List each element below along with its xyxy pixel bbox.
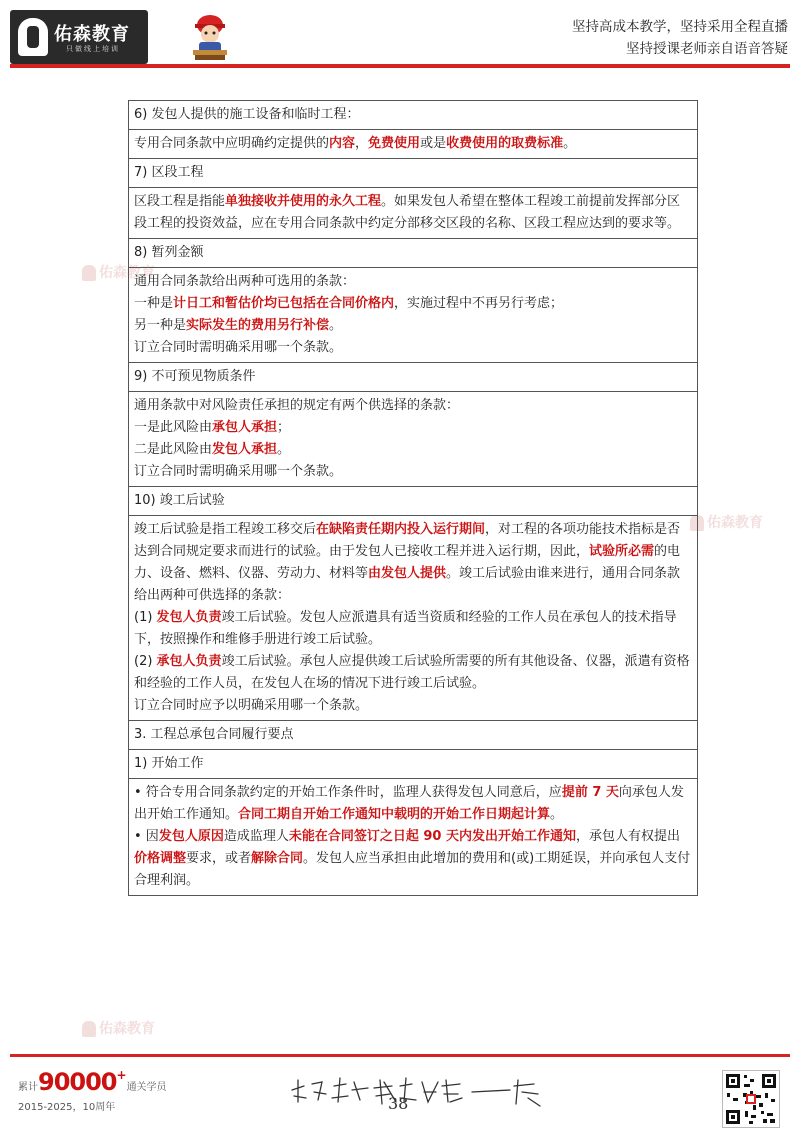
section-body-9: 通用条款中对风险责任承担的规定有两个供选择的条款： 一是此风险由承包人承担； 二是此风险由发包人承担。 订立合同时需明确采用哪一个条款。 xyxy=(128,392,698,487)
logo-name: 佑森教育 xyxy=(54,24,130,45)
section-title-10: 10) 竣工后试验 xyxy=(128,487,698,516)
logo-subtitle: 只做线上培训 xyxy=(66,45,120,53)
handwritten-signature xyxy=(288,1072,548,1112)
watermark: 佑森教育 xyxy=(82,262,155,282)
page-number: 38 xyxy=(388,1094,409,1113)
logo-mark-icon xyxy=(18,18,48,56)
footer-stats xyxy=(18,1068,167,1113)
mascot-icon xyxy=(185,12,235,64)
watermark: 佑森教育 xyxy=(82,1018,155,1038)
section-title-7: 7) 区段工程 xyxy=(128,159,698,188)
section-body-8: 通用合同条款给出两种可选用的条款： 一种是计日工和暂估价均已包括在合同价格内，实施过程中不再另行考虑； 另一种是实际发生的费用另行补偿。 订立合同时需明确采用哪一个条款。 xyxy=(128,268,698,363)
slogan-line-2: 坚持授课老师亲自语音答疑 xyxy=(626,41,788,57)
watermark: 佑森教育 xyxy=(690,512,763,532)
section-title-9: 9) 不可预见物质条件 xyxy=(128,363,698,392)
footer-divider xyxy=(10,1054,790,1057)
section-title-1: 1) 开始工作 xyxy=(128,750,698,779)
section-body-10: 竣工后试验是指工程竣工移交后在缺陷责任期内投入运行期间，对工程的各项功能技术指标是否达到合同规定要求而进行的试验。由于发包人已接收工程并进入运行期，因此，试验所必需的电力、设备、燃料、仪器、劳动力、材料等由发包人提供。竣工后试验由谁来进行，通用合同条款给出两种可供选择的条款： (1) 发包人负责竣工后试验。发包人应派遣具有适当资质和经验的工作人员在承包人的技术指导下，按照操作和维修手册进行竣工后试验。 (2) 承包人负责竣工后试验。承包人应提供竣工后试验所需要的所有其他设备、仪器，派遣有资格和经验的工作人员，在发包人在场的情况下进行竣工后试验。 订立合同时应予以明确采用哪一个条款。 xyxy=(128,516,698,721)
footer-count: 90000 xyxy=(38,1068,117,1096)
section-title-6: 6) 发包人提供的施工设备和临时工程： xyxy=(128,100,698,130)
footer-students: 通关学员 xyxy=(126,1082,167,1093)
watermark-logo-icon xyxy=(82,1021,96,1037)
slogan-line-1: 坚持高成本教学，坚持采用全程直播 xyxy=(572,19,788,35)
section-title-8: 8) 暂列金额 xyxy=(128,239,698,268)
footer-plus: + xyxy=(116,1068,127,1082)
section-body-1: • 符合专用合同条款约定的开始工作条件时，监理人获得发包人同意后，应提前 7 天向承包人发出开始工作通知。合同工期自开始工作通知中载明的开始工作日期起计算。 • 因发包人原因造成监理人未能在合同签订之日起 90 天内发出开始工作通知，承包人有权提出价格调整要求，或者解除合同。发包人应当承担由此增加的费用和(或)工期延误，并向承包人支付合理利润。 xyxy=(128,779,698,896)
header-divider xyxy=(10,64,790,68)
watermark-logo-icon xyxy=(82,265,96,281)
content-table xyxy=(128,100,698,896)
brand-logo xyxy=(10,10,148,64)
page-header xyxy=(10,10,790,64)
qr-code-icon xyxy=(722,1070,780,1128)
section-body-6: 专用合同条款中应明确约定提供的内容，免费使用或是收费使用的取费标准。 xyxy=(128,130,698,159)
section-body-7: 区段工程是指能单独接收并使用的永久工程。如果发包人希望在整体工程竣工前提前发挥部分区段工程的投资效益，应在专用合同条款中约定分部移交区段的名称、区段工程应达到的要求等。 xyxy=(128,188,698,239)
section-heading-3: 3. 工程总承包合同履行要点 xyxy=(128,721,698,750)
footer-lei: 累计 xyxy=(18,1082,38,1093)
slogan xyxy=(572,16,788,60)
footer-years: 2015-2025，10周年 xyxy=(18,1102,116,1113)
